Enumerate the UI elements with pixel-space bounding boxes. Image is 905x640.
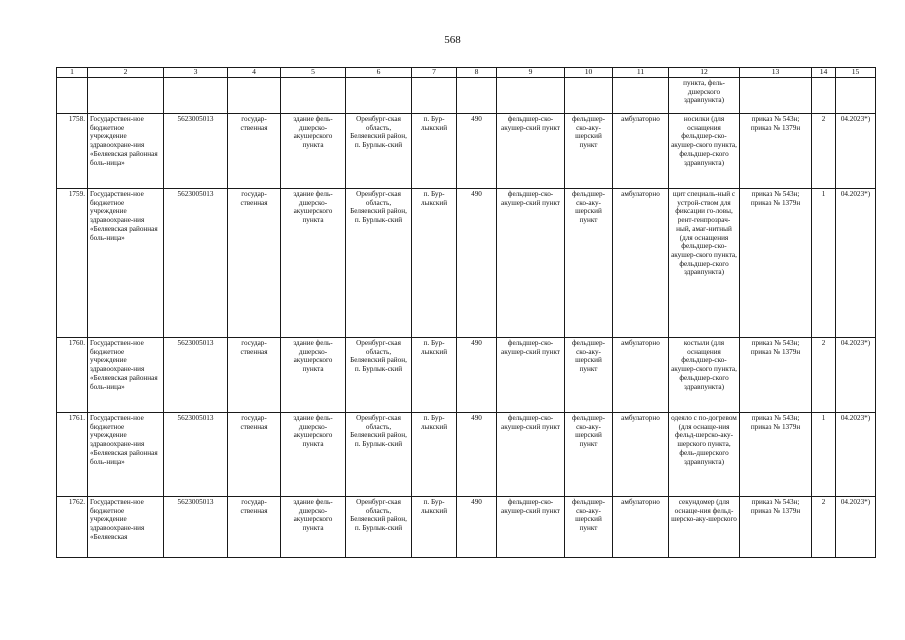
cell-inn: 5623005013 — [164, 338, 228, 413]
col-header-3: 3 — [164, 68, 228, 78]
cell-building: здание фель-дшерско-акушерского пункта — [281, 114, 346, 189]
col-header-14: 14 — [812, 68, 836, 78]
col-header-12: 12 — [669, 68, 740, 78]
col-header-10: 10 — [565, 68, 613, 78]
cell-equipment: щит специаль-ный с устрой-ством для фиксации го-ловы, рент-генпрозрач-ный, амаг-нитный (для оснащения фельдшер-ско-акушер-ского пункта, фельдшер-ского здравпункта) — [669, 189, 740, 338]
cell-condition: амбулаторно — [613, 189, 669, 338]
cell-building: здание фель-дшерско-акушерского пункта — [281, 338, 346, 413]
cell-code: 490 — [457, 338, 497, 413]
cell-equipment: костыли (для оснащения фельдшер-ско-акушер-ского пункта, фельдшер-ского здравпункта) — [669, 338, 740, 413]
cell-code: 490 — [457, 189, 497, 338]
cell-organization: Государствен-ное бюджетное учреждение здравоохране-ния «Беляевская — [88, 497, 164, 558]
cell-unit: фельдшер-ско-аку-шерский пункт — [565, 189, 613, 338]
cell-ownership: государ-ственная — [228, 413, 281, 497]
table-row — [57, 497, 876, 558]
cell-number: 1758. — [57, 114, 88, 189]
cell-unit-type: фельдшер-ско-акушер-ский пункт — [497, 338, 565, 413]
cell-address: Оренбург-ская область, Беляевский район, п. Бурлык-ский — [346, 413, 412, 497]
col-header-2: 2 — [88, 68, 164, 78]
cell-condition: амбулаторно — [613, 497, 669, 558]
table-row — [57, 338, 876, 413]
cell-code: 490 — [457, 497, 497, 558]
continuation-row — [57, 78, 876, 114]
cell-number: 1761. — [57, 413, 88, 497]
cell-equipment: одеяло с по-догревом (для оснаще-ния фельд-шерско-аку-шерского пункта, фель-дшерского здравпункта) — [669, 413, 740, 497]
cell-order: приказ № 543н; приказ № 1379н — [740, 497, 812, 558]
cell-ownership: государ-ственная — [228, 338, 281, 413]
cell-order: приказ № 543н; приказ № 1379н — [740, 338, 812, 413]
cell-date: 04.2023*) — [836, 189, 876, 338]
col-header-8: 8 — [457, 68, 497, 78]
col-header-5: 5 — [281, 68, 346, 78]
cell-unit: фельдшер-ско-аку-шерский пункт — [565, 413, 613, 497]
cell-settlement: п. Бур-лыкский — [412, 497, 457, 558]
cell-code: 490 — [457, 413, 497, 497]
cell-condition: амбулаторно — [613, 413, 669, 497]
registry-table — [56, 67, 876, 558]
cell-settlement: п. Бур-лыкский — [412, 114, 457, 189]
cell-unit-type: фельдшер-ско-акушер-ский пункт — [497, 413, 565, 497]
cell-unit: фельдшер-ско-аку-шерский пункт — [565, 114, 613, 189]
cell-organization: Государствен-ное бюджетное учреждение здравоохране-ния «Беляевская районная боль-ница» — [88, 114, 164, 189]
cell-inn: 5623005013 — [164, 114, 228, 189]
col-header-7: 7 — [412, 68, 457, 78]
cell-code: 490 — [457, 114, 497, 189]
cell-unit-type: фельдшер-ско-акушер-ский пункт — [497, 114, 565, 189]
cell-order: приказ № 543н; приказ № 1379н — [740, 114, 812, 189]
cell-condition: амбулаторно — [613, 114, 669, 189]
col-header-4: 4 — [228, 68, 281, 78]
cell-equipment: носилки (для оснащения фельдшер-ско-акушер-ского пункта, фельдшер-ского здравпункта) — [669, 114, 740, 189]
cell-date: 04.2023*) — [836, 338, 876, 413]
cell-unit: фельдшер-ско-аку-шерский пункт — [565, 497, 613, 558]
cell-equipment: секундомер (для оснаще-ния фельд-шерско-аку-шерского — [669, 497, 740, 558]
cell-settlement: п. Бур-лыкский — [412, 189, 457, 338]
cell-inn: 5623005013 — [164, 497, 228, 558]
table-row — [57, 114, 876, 189]
cell-organization: Государствен-ное бюджетное учреждение здравоохране-ния «Беляевская районная боль-ница» — [88, 338, 164, 413]
col-header-13: 13 — [740, 68, 812, 78]
table-row — [57, 413, 876, 497]
col-header-6: 6 — [346, 68, 412, 78]
cell-inn: 5623005013 — [164, 413, 228, 497]
cell-ownership: государ-ственная — [228, 497, 281, 558]
cell-address: Оренбург-ская область, Беляевский район, п. Бурлык-ский — [346, 497, 412, 558]
cell-condition: амбулаторно — [613, 338, 669, 413]
col-header-11: 11 — [613, 68, 669, 78]
cell-date: 04.2023*) — [836, 497, 876, 558]
cell-quantity: 2 — [812, 338, 836, 413]
cell-ownership: государ-ственная — [228, 114, 281, 189]
cell-address: Оренбург-ская область, Беляевский район, п. Бурлык-ский — [346, 338, 412, 413]
cell-order: приказ № 543н; приказ № 1379н — [740, 413, 812, 497]
page-number: 568 — [444, 34, 461, 46]
cell-building: здание фель-дшерско-акушерского пункта — [281, 189, 346, 338]
col-header-1: 1 — [57, 68, 88, 78]
cell-unit-type: фельдшер-ско-акушер-ский пункт — [497, 497, 565, 558]
cell-date: 04.2023*) — [836, 114, 876, 189]
col-header-15: 15 — [836, 68, 876, 78]
table-row — [57, 189, 876, 338]
cell-quantity: 2 — [812, 497, 836, 558]
cell-organization: Государствен-ное бюджетное учреждение здравоохране-ния «Беляевская районная боль-ница» — [88, 189, 164, 338]
cell-number: 1760. — [57, 338, 88, 413]
cell-quantity: 1 — [812, 413, 836, 497]
cell-building: здание фель-дшерско-акушерского пункта — [281, 413, 346, 497]
cell-address: Оренбург-ская область, Беляевский район, п. Бурлык-ский — [346, 114, 412, 189]
cell-unit-type: фельдшер-ско-акушер-ский пункт — [497, 189, 565, 338]
cell-inn: 5623005013 — [164, 189, 228, 338]
cell-equipment: пункта, фель-дшерского здравпункта) — [669, 78, 740, 114]
cell-quantity: 1 — [812, 189, 836, 338]
cell-number: 1759. — [57, 189, 88, 338]
cell-date: 04.2023*) — [836, 413, 876, 497]
cell-quantity: 2 — [812, 114, 836, 189]
cell-ownership: государ-ственная — [228, 189, 281, 338]
header-row — [57, 68, 876, 78]
cell-unit: фельдшер-ско-аку-шерский пункт — [565, 338, 613, 413]
cell-settlement: п. Бур-лыкский — [412, 413, 457, 497]
cell-settlement: п. Бур-лыкский — [412, 338, 457, 413]
col-header-9: 9 — [497, 68, 565, 78]
cell-address: Оренбург-ская область, Беляевский район, п. Бурлык-ский — [346, 189, 412, 338]
cell-building: здание фель-дшерско-акушерского пункта — [281, 497, 346, 558]
cell-number: 1762. — [57, 497, 88, 558]
cell-order: приказ № 543н; приказ № 1379н — [740, 189, 812, 338]
cell-organization: Государствен-ное бюджетное учреждение здравоохране-ния «Беляевская районная боль-ница» — [88, 413, 164, 497]
